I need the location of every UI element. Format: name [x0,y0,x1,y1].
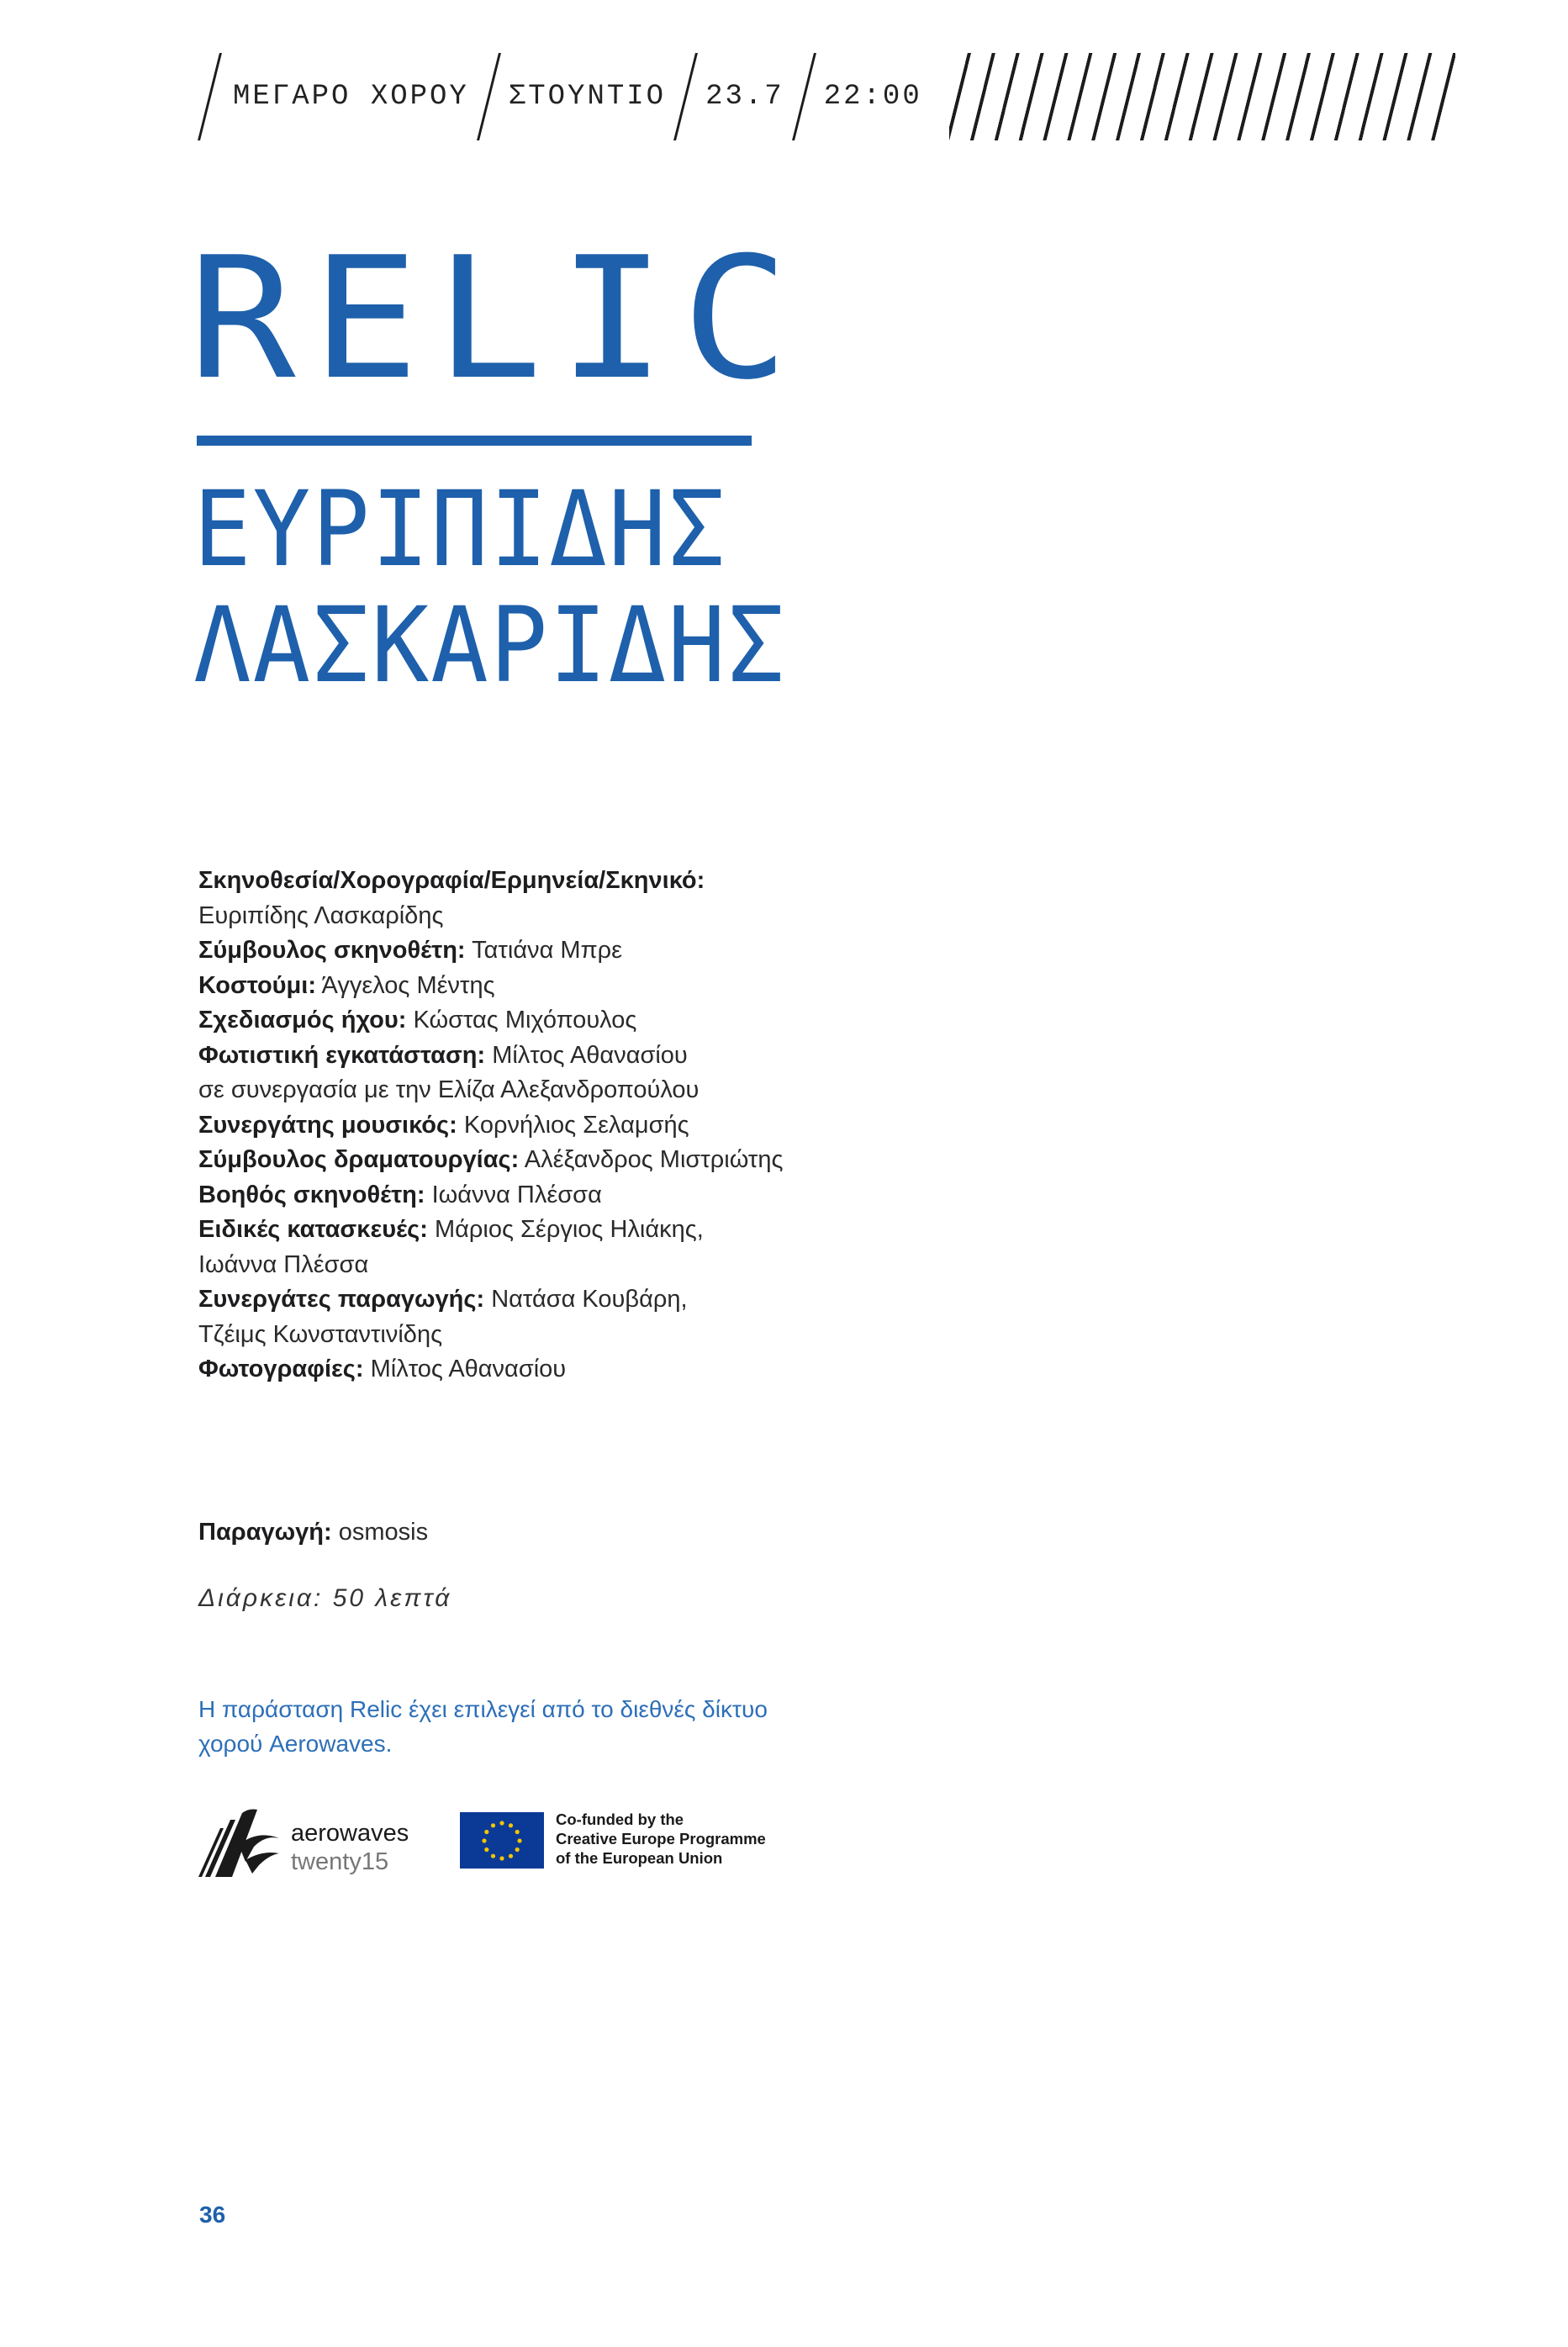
slash-divider [477,53,501,140]
credit-role: Συνεργάτες παραγωγής: [198,1286,485,1313]
slash-divider [673,53,698,140]
credit-value: Νατάσα Κουβάρη, [491,1286,688,1313]
credit-value: Κορνήλιος Σελαμσής [463,1111,689,1139]
credit-line [198,899,1123,934]
time-label: 22:00 [823,81,922,113]
credit-role: Βοηθός σκηνοθέτη: [198,1181,425,1208]
production-role: Παραγωγή: [198,1519,332,1546]
credit-role: Φωτιστική εγκατάσταση: [198,1041,486,1069]
credit-value: Κώστας Μιχόπουλος [413,1007,637,1033]
credit-line [198,1143,1123,1178]
aerowaves-name: aerowaves [291,1820,409,1847]
credit-line [198,1352,1123,1388]
artist-first-name: ΕΥΡΙΠΙΔΗΣ [193,469,727,590]
production-line [198,1519,428,1546]
credit-role: Κοστούμι: [198,971,317,999]
credit-line [198,969,1123,1004]
slash-divider [792,53,816,140]
aerowaves-year: twenty15 [291,1848,389,1875]
credits-list [198,864,1123,1388]
eu-cofunding-text [556,1810,808,1868]
production-value: osmosis [338,1519,429,1546]
slash-hatch-pattern [949,53,1455,140]
credit-line [198,1108,1123,1144]
credit-value: Μίλτος Αθανασίου [492,1041,688,1069]
credit-value: σε συνεργασία με την Ελίζα Αλεξανδροπούλου [198,1076,700,1103]
slash-divider [198,53,222,140]
credit-line [198,1003,1123,1039]
credit-value: Μάριος Σέργιος Ηλιάκης, [434,1216,704,1243]
credit-role: Σύμβουλος σκηνοθέτη: [198,937,466,964]
eu-text-line: Co-funded by the [556,1810,684,1828]
credit-role: Συνεργάτης μουσικός: [198,1111,457,1139]
eu-text-line: of the European Union [556,1849,723,1867]
credit-line [198,864,1123,899]
room-label: ΣΤΟΥΝΤΙΟ [508,81,667,113]
show-title: RELIC [188,221,805,417]
duration-text: Διάρκεια: 50 λεπτά [198,1584,452,1612]
credit-line [198,1318,1123,1353]
page-number: 36 [199,2202,226,2228]
credit-line [198,933,1123,969]
credit-value: Τατιάνα Μπρε [472,937,623,964]
aerowaves-logo [198,1806,425,1882]
aerowaves-selection-note: Η παράσταση Relic έχει επιλεγεί από το διεθνές δίκτυο χορού Aerowaves. [198,1696,768,1757]
event-info-bar [198,50,1544,143]
credit-line [198,1248,1123,1283]
credit-line [198,1073,1123,1108]
credit-role: Φωτογραφίες: [198,1356,364,1382]
credit-line [198,1213,1123,1248]
credit-role: Σύμβουλος δραματουργίας: [198,1146,520,1173]
credit-value: Άγγελος Μέντης [321,971,495,999]
credit-line [198,1178,1123,1213]
eu-text-line: Creative Europe Programme [556,1830,766,1847]
credit-value: Μίλτος Αθανασίου [370,1356,567,1382]
credit-role: Σχεδιασμός ήχου: [198,1007,407,1033]
credit-line [198,1039,1123,1074]
credit-value: Αλέξανδρος Μιστριώτης [524,1146,784,1173]
credit-value: Τζέιμς Κωνσταντινίδης [198,1320,443,1348]
credit-role: Σκηνοθεσία/Χορογραφία/Ερμηνεία/Σκηνικό: [198,867,705,894]
artist-last-name: ΛΑΣΚΑΡΙΔΗΣ [193,585,787,706]
credit-value: Ευριπίδης Λασκαρίδης [198,901,444,929]
date-label: 23.7 [705,81,784,113]
eu-flag-icon [460,1812,544,1869]
credit-value: Ιωάννα Πλέσσα [198,1250,369,1278]
aerowaves-mark-icon [198,1806,286,1879]
title-underline [197,436,752,446]
credit-value: Ιωάννα Πλέσσα [431,1181,602,1208]
credit-line [198,1282,1123,1318]
venue-label: ΜΕΓΑΡΟ ΧΟΡΟΥ [233,81,469,113]
credit-role: Ειδικές κατασκευές: [198,1216,428,1243]
